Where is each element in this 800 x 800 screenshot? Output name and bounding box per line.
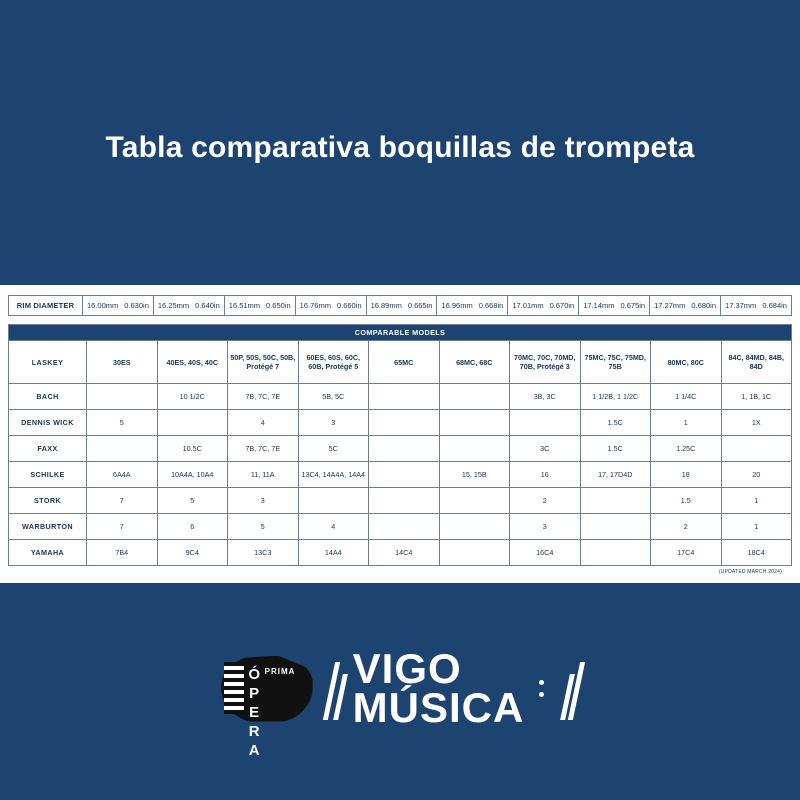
table-cell (580, 540, 651, 566)
content-panel (0, 285, 800, 583)
rim-mm: 16.51mm (228, 301, 261, 310)
table-row (9, 384, 792, 410)
column-header: 30ES (87, 341, 158, 384)
table-cell: 5 (157, 488, 228, 514)
rim-mm: 16.89mm (370, 301, 402, 310)
rim-diameter-cell (153, 296, 224, 316)
logo-wordmark (352, 644, 525, 731)
table-cell (87, 384, 158, 410)
dots-icon (539, 680, 544, 697)
table-row (9, 540, 792, 566)
table-cell: 18 (651, 462, 722, 488)
table-cell (369, 488, 440, 514)
rim-in: 0.668in (478, 301, 504, 310)
table-cell: 13C4, 14A4A, 14A4 (298, 462, 369, 488)
rim-mm: 17.27mm (654, 301, 686, 310)
table-cell: 3 (228, 488, 299, 514)
table-cell (439, 488, 510, 514)
table-cell (157, 410, 228, 436)
table-cell: 7B, 7C, 7E (228, 384, 299, 410)
table-cell: 1X (721, 410, 792, 436)
table-cell: 1.5C (580, 436, 651, 462)
table-cell: 6A4A (87, 462, 158, 488)
rim-in: 0.640in (195, 301, 220, 310)
row-brand: DENNIS WICK (9, 410, 87, 436)
logo-prima-text: PRIMA (264, 666, 296, 676)
rim-mm: 16.76mm (299, 301, 331, 310)
table-cell (439, 384, 510, 410)
rim-diameter-cell (579, 296, 650, 316)
table-cell: 11, 11A (228, 462, 299, 488)
table-cell: 3 (510, 514, 581, 540)
table-cell: 16 (510, 462, 581, 488)
column-header: 68MC, 68C (439, 341, 510, 384)
rim-in: 0.650in (266, 301, 291, 310)
rim-in: 0.675in (620, 301, 646, 310)
table-cell: 1.5C (580, 410, 651, 436)
brand-logo (221, 644, 580, 761)
column-header: 84C, 84MD, 84B, 84D (721, 341, 792, 384)
rim-mm: 17.14mm (583, 301, 615, 310)
rim-diameter-table (8, 295, 792, 316)
table-cell: 5C (298, 436, 369, 462)
row-brand: FAXX (9, 436, 87, 462)
table-cell: 1 1/2B, 1 1/2C (580, 384, 651, 410)
table-cell (369, 436, 440, 462)
rim-in: 0.660in (336, 301, 362, 310)
table-cell: 17C4 (651, 540, 722, 566)
table-cell: 10.5C (157, 436, 228, 462)
logo-musica-text: MÚSICA (352, 683, 525, 731)
rim-diameter-cell (650, 296, 721, 316)
rim-diameter-label: RIM DIAMETER (9, 296, 83, 316)
table-banner-row (9, 325, 792, 341)
table-cell (298, 488, 369, 514)
column-header: 50P, 50S, 50C, 50B, Protégé 7 (228, 341, 299, 384)
column-header: 80MC, 80C (651, 341, 722, 384)
table-cell: 2 (510, 488, 581, 514)
table-cell: 15, 15B (439, 462, 510, 488)
table-cell: 1 (721, 488, 792, 514)
table-cell: 7B4 (87, 540, 158, 566)
table-header-row (9, 341, 792, 384)
rim-diameter-cell (721, 296, 792, 316)
table-cell: 5 (228, 514, 299, 540)
rim-in: 0.670in (549, 301, 575, 310)
table-cell (369, 462, 440, 488)
rim-diameter-section (0, 285, 800, 316)
rim-in: 0.680in (691, 301, 716, 310)
table-cell: 3C (510, 436, 581, 462)
logo-opera-text: ÓPERA (245, 665, 263, 761)
comparison-section (0, 316, 800, 583)
table-cell: 2 (651, 514, 722, 540)
table-cell (721, 436, 792, 462)
table-cell: 16C4 (510, 540, 581, 566)
title-band (0, 0, 800, 285)
rim-diameter-cell (83, 296, 154, 316)
table-cell: 5B, 5C (298, 384, 369, 410)
rim-mm: 17.37mm (725, 301, 757, 310)
table-cell: 14A4 (298, 540, 369, 566)
table-cell: 18C4 (721, 540, 792, 566)
column-header: 75MC, 75C, 75MD, 75B (580, 341, 651, 384)
table-cell: 17, 17D4D (580, 462, 651, 488)
table-cell: 10A4A, 10A4 (157, 462, 228, 488)
table-cell: 1.25C (651, 436, 722, 462)
rim-mm: 16.25mm (157, 301, 190, 310)
column-header: 65MC (369, 341, 440, 384)
table-cell (439, 436, 510, 462)
table-row (9, 462, 792, 488)
table-cell: 1.5 (651, 488, 722, 514)
table-cell: 1 (651, 410, 722, 436)
table-cell: 3B, 3C (510, 384, 581, 410)
table-cell: 1 1/4C (651, 384, 722, 410)
row-brand: WARBURTON (9, 514, 87, 540)
logo-vigo-text: VIGO (352, 644, 462, 692)
table-cell: 20 (721, 462, 792, 488)
column-header: 60ES, 60S, 60C, 60B, Protégé 5 (298, 341, 369, 384)
table-cell: 9C4 (157, 540, 228, 566)
table-cell: 4 (298, 514, 369, 540)
left-bars-icon (329, 658, 343, 720)
logo-band (0, 583, 800, 800)
rim-mm: 17.01mm (512, 301, 544, 310)
rim-mm: 16.96mm (441, 301, 473, 310)
row-brand: SCHILKE (9, 462, 87, 488)
table-cell (369, 410, 440, 436)
table-cell (580, 488, 651, 514)
table-cell: 6 (157, 514, 228, 540)
row-brand: YAMAHA (9, 540, 87, 566)
table-cell (87, 436, 158, 462)
rim-diameter-cell (366, 296, 437, 316)
table-cell (439, 540, 510, 566)
column-header: 40ES, 40S, 40C (157, 341, 228, 384)
table-cell: 13C3 (228, 540, 299, 566)
table-cell: 3 (298, 410, 369, 436)
rim-in: 0.665in (407, 301, 433, 310)
table-row (9, 296, 792, 316)
table-cell: 4 (228, 410, 299, 436)
table-cell: 7B, 7C, 7E (228, 436, 299, 462)
piano-keys-icon (224, 662, 244, 714)
page-title: Tabla comparativa boquillas de trompeta (105, 130, 695, 164)
table-cell (369, 514, 440, 540)
table-cell (580, 514, 651, 540)
table-cell: 1 (721, 514, 792, 540)
rim-diameter-cell (508, 296, 579, 316)
brand-header-laskey: LASKEY (9, 341, 87, 384)
rim-mm: 16.00mm (87, 301, 119, 310)
table-row (9, 488, 792, 514)
table-cell (369, 384, 440, 410)
table-cell (439, 514, 510, 540)
table-row (9, 436, 792, 462)
comparable-models-banner: COMPARABLE MODELS (9, 325, 792, 341)
table-cell: 7 (87, 488, 158, 514)
rim-in: 0.684in (762, 301, 787, 310)
column-header: 70MC, 70C, 70MD, 70B, Protégé 3 (510, 341, 581, 384)
table-cell: 14C4 (369, 540, 440, 566)
table-cell (439, 410, 510, 436)
updated-note: (UPDATED MARCH 2024) (718, 569, 782, 575)
mouthpiece-comparison-table (8, 324, 792, 566)
piano-blob-icon (221, 654, 313, 761)
table-cell: 7 (87, 514, 158, 540)
table-cell: 5 (87, 410, 158, 436)
rim-diameter-cell (437, 296, 508, 316)
table-row (9, 410, 792, 436)
rim-in: 0.630in (124, 301, 149, 310)
rim-diameter-cell (295, 296, 366, 316)
table-cell (510, 410, 581, 436)
right-bars-icon (565, 658, 579, 720)
table-row (9, 514, 792, 540)
row-brand: STORK (9, 488, 87, 514)
table-cell: 1, 1B, 1C (721, 384, 792, 410)
row-brand: BACH (9, 384, 87, 410)
rim-diameter-cell (224, 296, 295, 316)
table-cell: 10 1/2C (157, 384, 228, 410)
